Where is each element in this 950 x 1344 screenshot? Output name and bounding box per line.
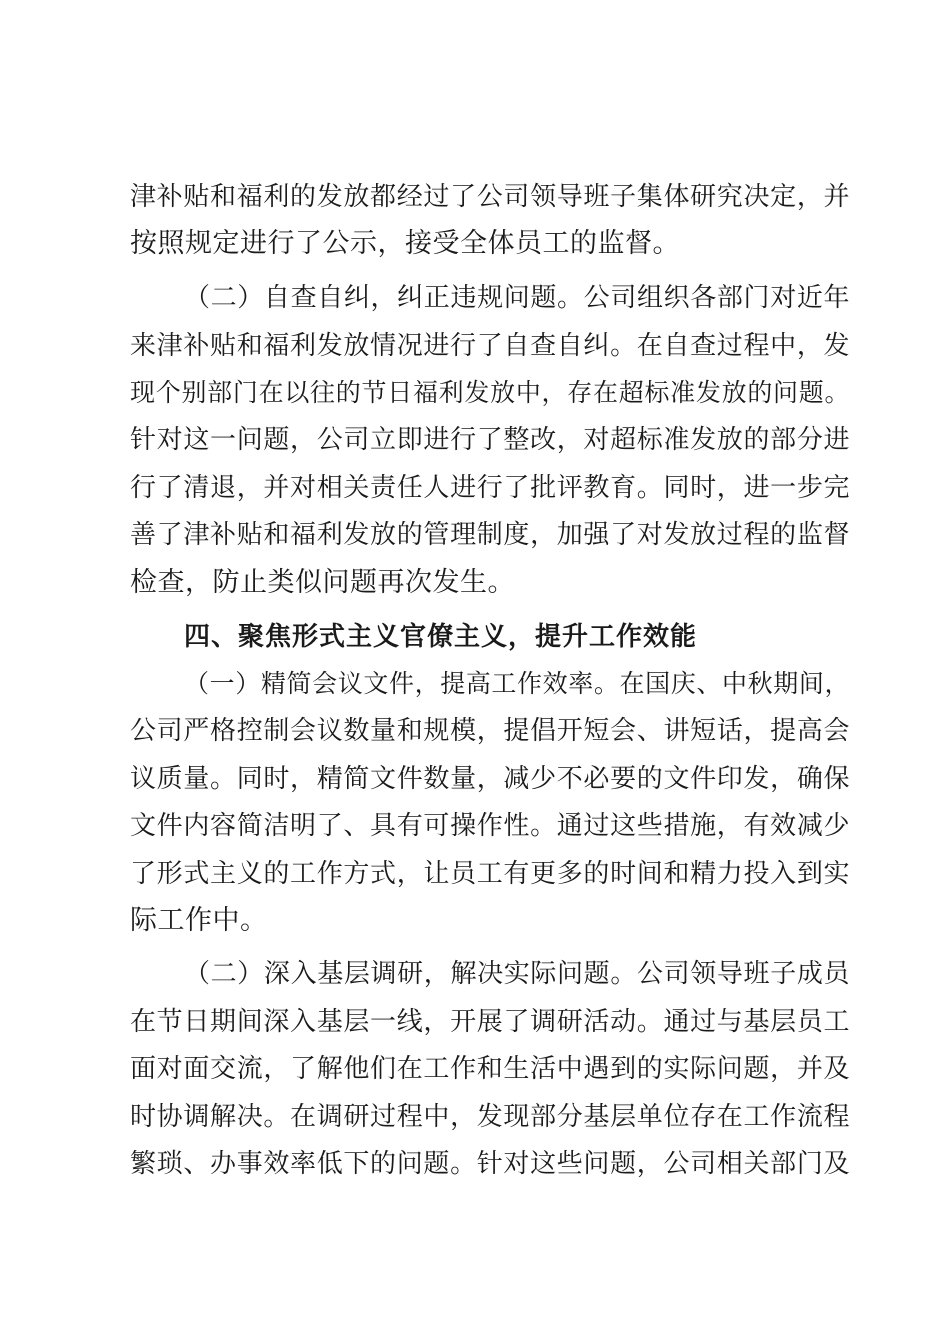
paragraph-line: 检查，防止类似问题再次发生。 (130, 567, 515, 598)
paragraph-line: （二）自查自纠，纠正违规问题。公司组织各部门对近年 (184, 283, 850, 313)
paragraph-line: 面对面交流，了解他们在工作和生活中遇到的实际问题，并及 (130, 1054, 850, 1084)
paragraph-line: 按照规定进行了公示，接受全体员工的监督。 (130, 228, 680, 259)
paragraph-line: 针对这一问题，公司立即进行了整改，对超标准发放的部分进 (130, 425, 850, 455)
paragraph-line: 时协调解决。在调研过程中，发现部分基层单位存在工作流程 (130, 1102, 850, 1132)
paragraph-line: 文件内容简洁明了、具有可操作性。通过这些措施，有效减少 (130, 811, 850, 841)
paragraph-line: 在节日期间深入基层一线，开展了调研活动。通过与基层员工 (130, 1007, 850, 1037)
paragraph-line: 公司严格控制会议数量和规模，提倡开短会、讲短话，提高会 (130, 716, 850, 746)
paragraph-line: 行了清退，并对相关责任人进行了批评教育。同时，进一步完 (130, 473, 850, 503)
paragraph-line: 善了津补贴和福利发放的管理制度，加强了对发放过程的监督 (130, 520, 850, 550)
paragraph-line: （二）深入基层调研，解决实际问题。公司领导班子成员 (184, 959, 850, 989)
paragraph-line: 繁琐、办事效率低下的问题。针对这些问题，公司相关部门及 (130, 1149, 850, 1179)
paragraph-line: （一）精简会议文件，提高工作效率。在国庆、中秋期间， (184, 669, 850, 698)
paragraph-line: 了形式主义的工作方式，让员工有更多的时间和精力投入到实 (130, 859, 850, 889)
section-heading: 四、聚焦形式主义官僚主义，提升工作效能 (184, 622, 698, 652)
paragraph-line: 际工作中。 (130, 905, 268, 936)
paragraph-line: 现个别部门在以往的节日福利发放中，存在超标准发放的问题。 (130, 378, 850, 407)
paragraph-line: 津补贴和福利的发放都经过了公司领导班子集体研究决定，并 (130, 182, 850, 212)
paragraph-line: 议质量。同时，精简文件数量，减少不必要的文件印发，确保 (130, 764, 850, 794)
paragraph-line: 来津补贴和福利发放情况进行了自查自纠。在自查过程中，发 (130, 331, 850, 361)
